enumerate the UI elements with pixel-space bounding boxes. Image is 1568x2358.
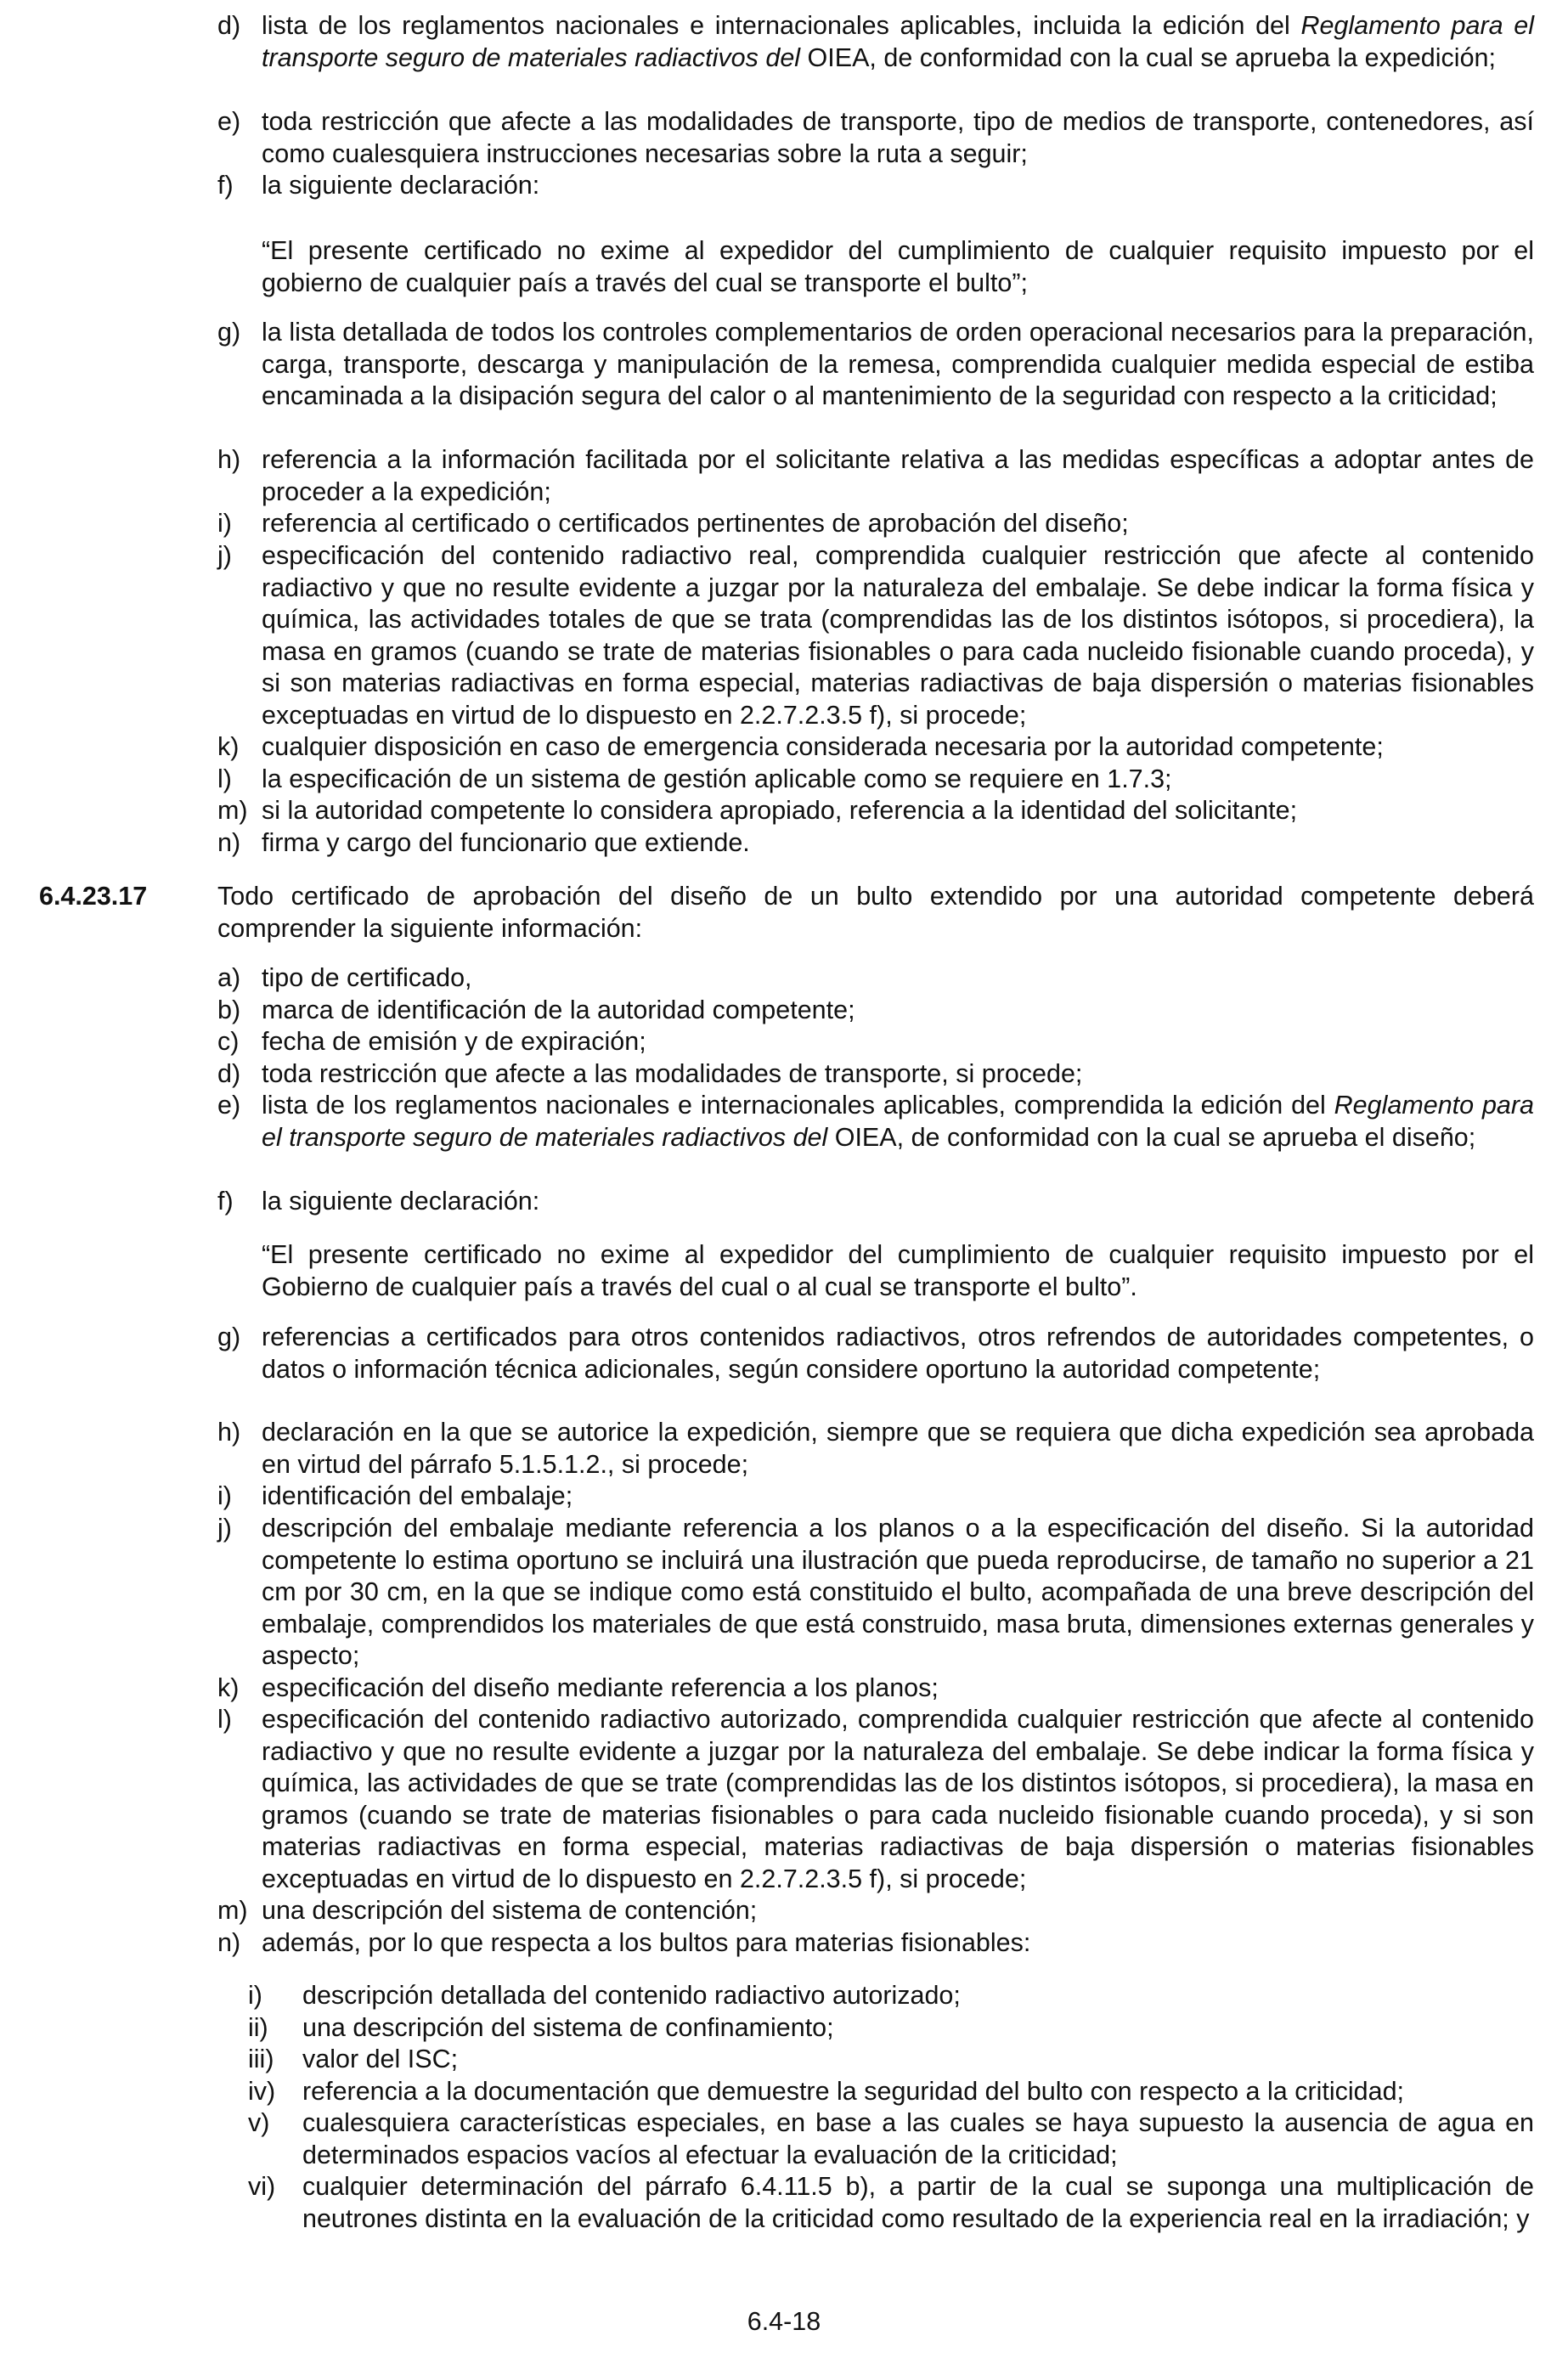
list-item (217, 1186, 1534, 1218)
item-label: m) (217, 1896, 248, 1925)
list-item (217, 1895, 1534, 1927)
item-label: vi) (248, 2172, 276, 2201)
item-text: además, por lo que respecta a los bultos para materias fisionables: (262, 1928, 1031, 1957)
item-label: v) (248, 2108, 270, 2137)
sub-list-item (248, 2171, 1534, 2235)
list-item (217, 106, 1534, 170)
item-text: una descripción del sistema de contención; (262, 1896, 758, 1925)
item-text: toda restricción que afecte a las modalidades de transporte, tipo de medios de transporte, contenedores, así como cualesquiera instrucciones necesarias sobre la ruta a seguir; (262, 107, 1534, 168)
list-item (217, 1513, 1534, 1673)
item-text: toda restricción que afecte a las modalidades de transporte, si procede; (262, 1059, 1083, 1088)
sub-list-item (248, 1980, 1534, 2012)
section-number: 6.4.23.17 (39, 882, 148, 911)
list-item (217, 540, 1534, 731)
item-text: descripción del embalaje mediante referencia a los planos o a la especificación del diseño. Si la autoridad competente lo estima oportuno se incluirá una ilustración que pueda reproducirse, de tamaño no superior a 21 cm por 30 cm, en la que se indique como está constituido el bulto, acompañada de una breve descripción del embalaje, comprendidos los materiales de que está construido, masa bruta, dimensiones externas generales y aspecto; (262, 1514, 1534, 1670)
item-label: b) (217, 996, 241, 1024)
list-item (217, 10, 1534, 74)
quoted-declaration: “El presente certificado no exime al expedidor del cumplimiento de cualquier requisito impuesto por el Gobierno de cualquier país a través del cual o al cual se transporte el bulto”. (262, 1240, 1534, 1301)
item-text: fecha de emisión y de expiración; (262, 1027, 646, 1056)
list-item (217, 995, 1534, 1027)
item-text: cualesquiera características especiales, en base a las cuales se haya supuesto la ausencia de agua en determinados espacios vacíos al efectuar la evaluación de la criticidad; (302, 2108, 1534, 2169)
sub-list-item (248, 2107, 1534, 2171)
list-item (217, 962, 1534, 995)
item-label: h) (217, 1418, 241, 1447)
item-label: i) (248, 1981, 262, 2010)
list-item (217, 764, 1534, 796)
item-label: k) (217, 1673, 240, 1702)
sub-list-item (248, 2044, 1534, 2076)
quoted-declaration: “El presente certificado no exime al expedidor del cumplimiento de cualquier requisito impuesto por el gobierno de cualquier país a través del cual se transporte el bulto”; (262, 236, 1534, 297)
item-label: l) (217, 764, 232, 793)
list-item (217, 1673, 1534, 1705)
item-text: tipo de certificado, (262, 963, 472, 992)
section-intro: Todo certificado de aprobación del diseño de un bulto extendido por una autoridad competente deberá comprender la siguiente información: (217, 882, 1534, 943)
item-text: especificación del contenido radiactivo autorizado, comprendida cualquier restricción que afecte al contenido radiactivo y que no resulte evidente a juzgar por la naturaleza del embalaje. Se debe indicar la forma física y química, las actividades de que se trate (comprendidas las de los distintos isótopos, si procediera), la masa en gramos (cuando se trate de materias fisionables o para cada nucleido fisionable cuando proceda), y si son materias radiactivas en forma especial, materias radiactivas de baja dispersión o materias fisionables exceptuadas en virtud de lo dispuesto en 2.2.7.2.3.5 f), si procede; (262, 1705, 1534, 1893)
item-text: la especificación de un sistema de gestión aplicable como se requiere en 1.7.3; (262, 764, 1172, 793)
item-text: una descripción del sistema de confinamiento; (302, 2013, 834, 2042)
list-item (217, 508, 1534, 540)
item-text: si la autoridad competente lo considera apropiado, referencia a la identidad del solicitante; (262, 796, 1298, 825)
list-item (217, 731, 1534, 764)
item-text: identificación del embalaje; (262, 1481, 573, 1510)
item-label: n) (217, 1928, 241, 1957)
item-label: c) (217, 1027, 240, 1056)
item-text: la siguiente declaración: (262, 171, 540, 200)
item-text: descripción detallada del contenido radiactivo autorizado; (302, 1981, 961, 2010)
item-label: iii) (248, 2045, 274, 2073)
item-text: lista de los reglamentos nacionales e internacionales aplicables, comprendida la edición del Reglamento para el transporte seguro de materiales radiactivos del OIEA, de conformidad con la cual se aprueba el diseño; (262, 1091, 1534, 1152)
item-label: j) (217, 541, 232, 570)
item-text: referencia a la documentación que demuestre la seguridad del bulto con respecto a la criticidad; (302, 2077, 1405, 2106)
item-text: especificación del contenido radiactivo real, comprendida cualquier restricción que afecte al contenido radiactivo y que no resulte evidente a juzgar por la naturaleza del embalaje. Se debe indicar la forma física y química, las actividades totales de que se trata (comprendidas las de los distintos isótopos, si procediera), la masa en gramos (cuando se trate de materias fisionables o para cada nucleido fisionable cuando proceda), y si son materias radiactivas en forma especial, materias radiactivas de baja dispersión o materias fisionables exceptuadas en virtud de lo dispuesto en 2.2.7.2.3.5 f), si procede; (262, 541, 1534, 730)
item-label: g) (217, 1323, 241, 1351)
item-label: ii) (248, 2013, 268, 2042)
item-label: g) (217, 318, 241, 347)
item-label: f) (217, 1187, 234, 1216)
list-item (217, 827, 1534, 860)
list-item (217, 444, 1534, 508)
list-item (217, 1704, 1534, 1895)
item-text: referencia al certificado o certificados pertinentes de aprobación del diseño; (262, 509, 1129, 538)
item-text: declaración en la que se autorice la expedición, siempre que se requiera que dicha expedición sea aprobada en virtud del párrafo 5.1.5.1.2., si procede; (262, 1418, 1534, 1479)
sub-list-item (248, 2076, 1534, 2108)
item-label: e) (217, 1091, 241, 1120)
list-item (217, 1417, 1534, 1481)
list-item (217, 1026, 1534, 1058)
item-text: lista de los reglamentos nacionales e internacionales aplicables, incluida la edición del Reglamento para el transporte seguro de materiales radiactivos del OIEA, de conformidad con la cual se aprueba la expedición; (262, 11, 1534, 72)
item-text: firma y cargo del funcionario que extiende. (262, 828, 750, 857)
list-item (217, 1481, 1534, 1513)
item-label: j) (217, 1514, 232, 1543)
list-item (217, 1058, 1534, 1091)
item-label: k) (217, 732, 240, 761)
item-label: m) (217, 796, 248, 825)
sub-list-item (248, 2012, 1534, 2045)
list-item (217, 170, 1534, 202)
item-text: la siguiente declaración: (262, 1187, 540, 1216)
list-item (217, 1090, 1534, 1154)
item-label: a) (217, 963, 241, 992)
list-item (217, 317, 1534, 413)
item-text: especificación del diseño mediante referencia a los planos; (262, 1673, 939, 1702)
item-label: n) (217, 828, 241, 857)
list-item (217, 795, 1534, 827)
item-text: valor del ISC; (302, 2045, 459, 2073)
item-label: e) (217, 107, 241, 136)
item-text: la lista detallada de todos los controles complementarios de orden operacional necesarios para la preparación, carga, transporte, descarga y manipulación de la remesa, comprendida cualquier medida especial de estiba encaminada a la disipación segura del calor o al mantenimiento de la seguridad con respecto a la criticidad; (262, 318, 1534, 410)
list-item (217, 1927, 1534, 1960)
list-item (217, 1322, 1534, 1385)
page-number: 6.4-18 (747, 2307, 821, 2336)
item-label: d) (217, 11, 241, 40)
item-label: l) (217, 1705, 232, 1734)
item-text: referencia a la información facilitada por el solicitante relativa a las medidas específicas a adoptar antes de proceder a la expedición; (262, 445, 1534, 506)
item-label: d) (217, 1059, 241, 1088)
item-text: marca de identificación de la autoridad competente; (262, 996, 855, 1024)
item-label: h) (217, 445, 241, 474)
item-text: referencias a certificados para otros contenidos radiactivos, otros refrendos de autoridades competentes, o datos o información técnica adicionales, según considere oportuno la autoridad competente; (262, 1323, 1534, 1384)
item-label: i) (217, 1481, 232, 1510)
item-label: f) (217, 171, 234, 200)
item-text: cualquier determinación del párrafo 6.4.11.5 b), a partir de la cual se suponga una multiplicación de neutrones distinta en la evaluación de la criticidad como resultado de la experiencia real en la irradiación; y (302, 2172, 1534, 2233)
item-text: cualquier disposición en caso de emergencia considerada necesaria por la autoridad competente; (262, 732, 1384, 761)
item-label: iv) (248, 2077, 276, 2106)
item-label: i) (217, 509, 232, 538)
